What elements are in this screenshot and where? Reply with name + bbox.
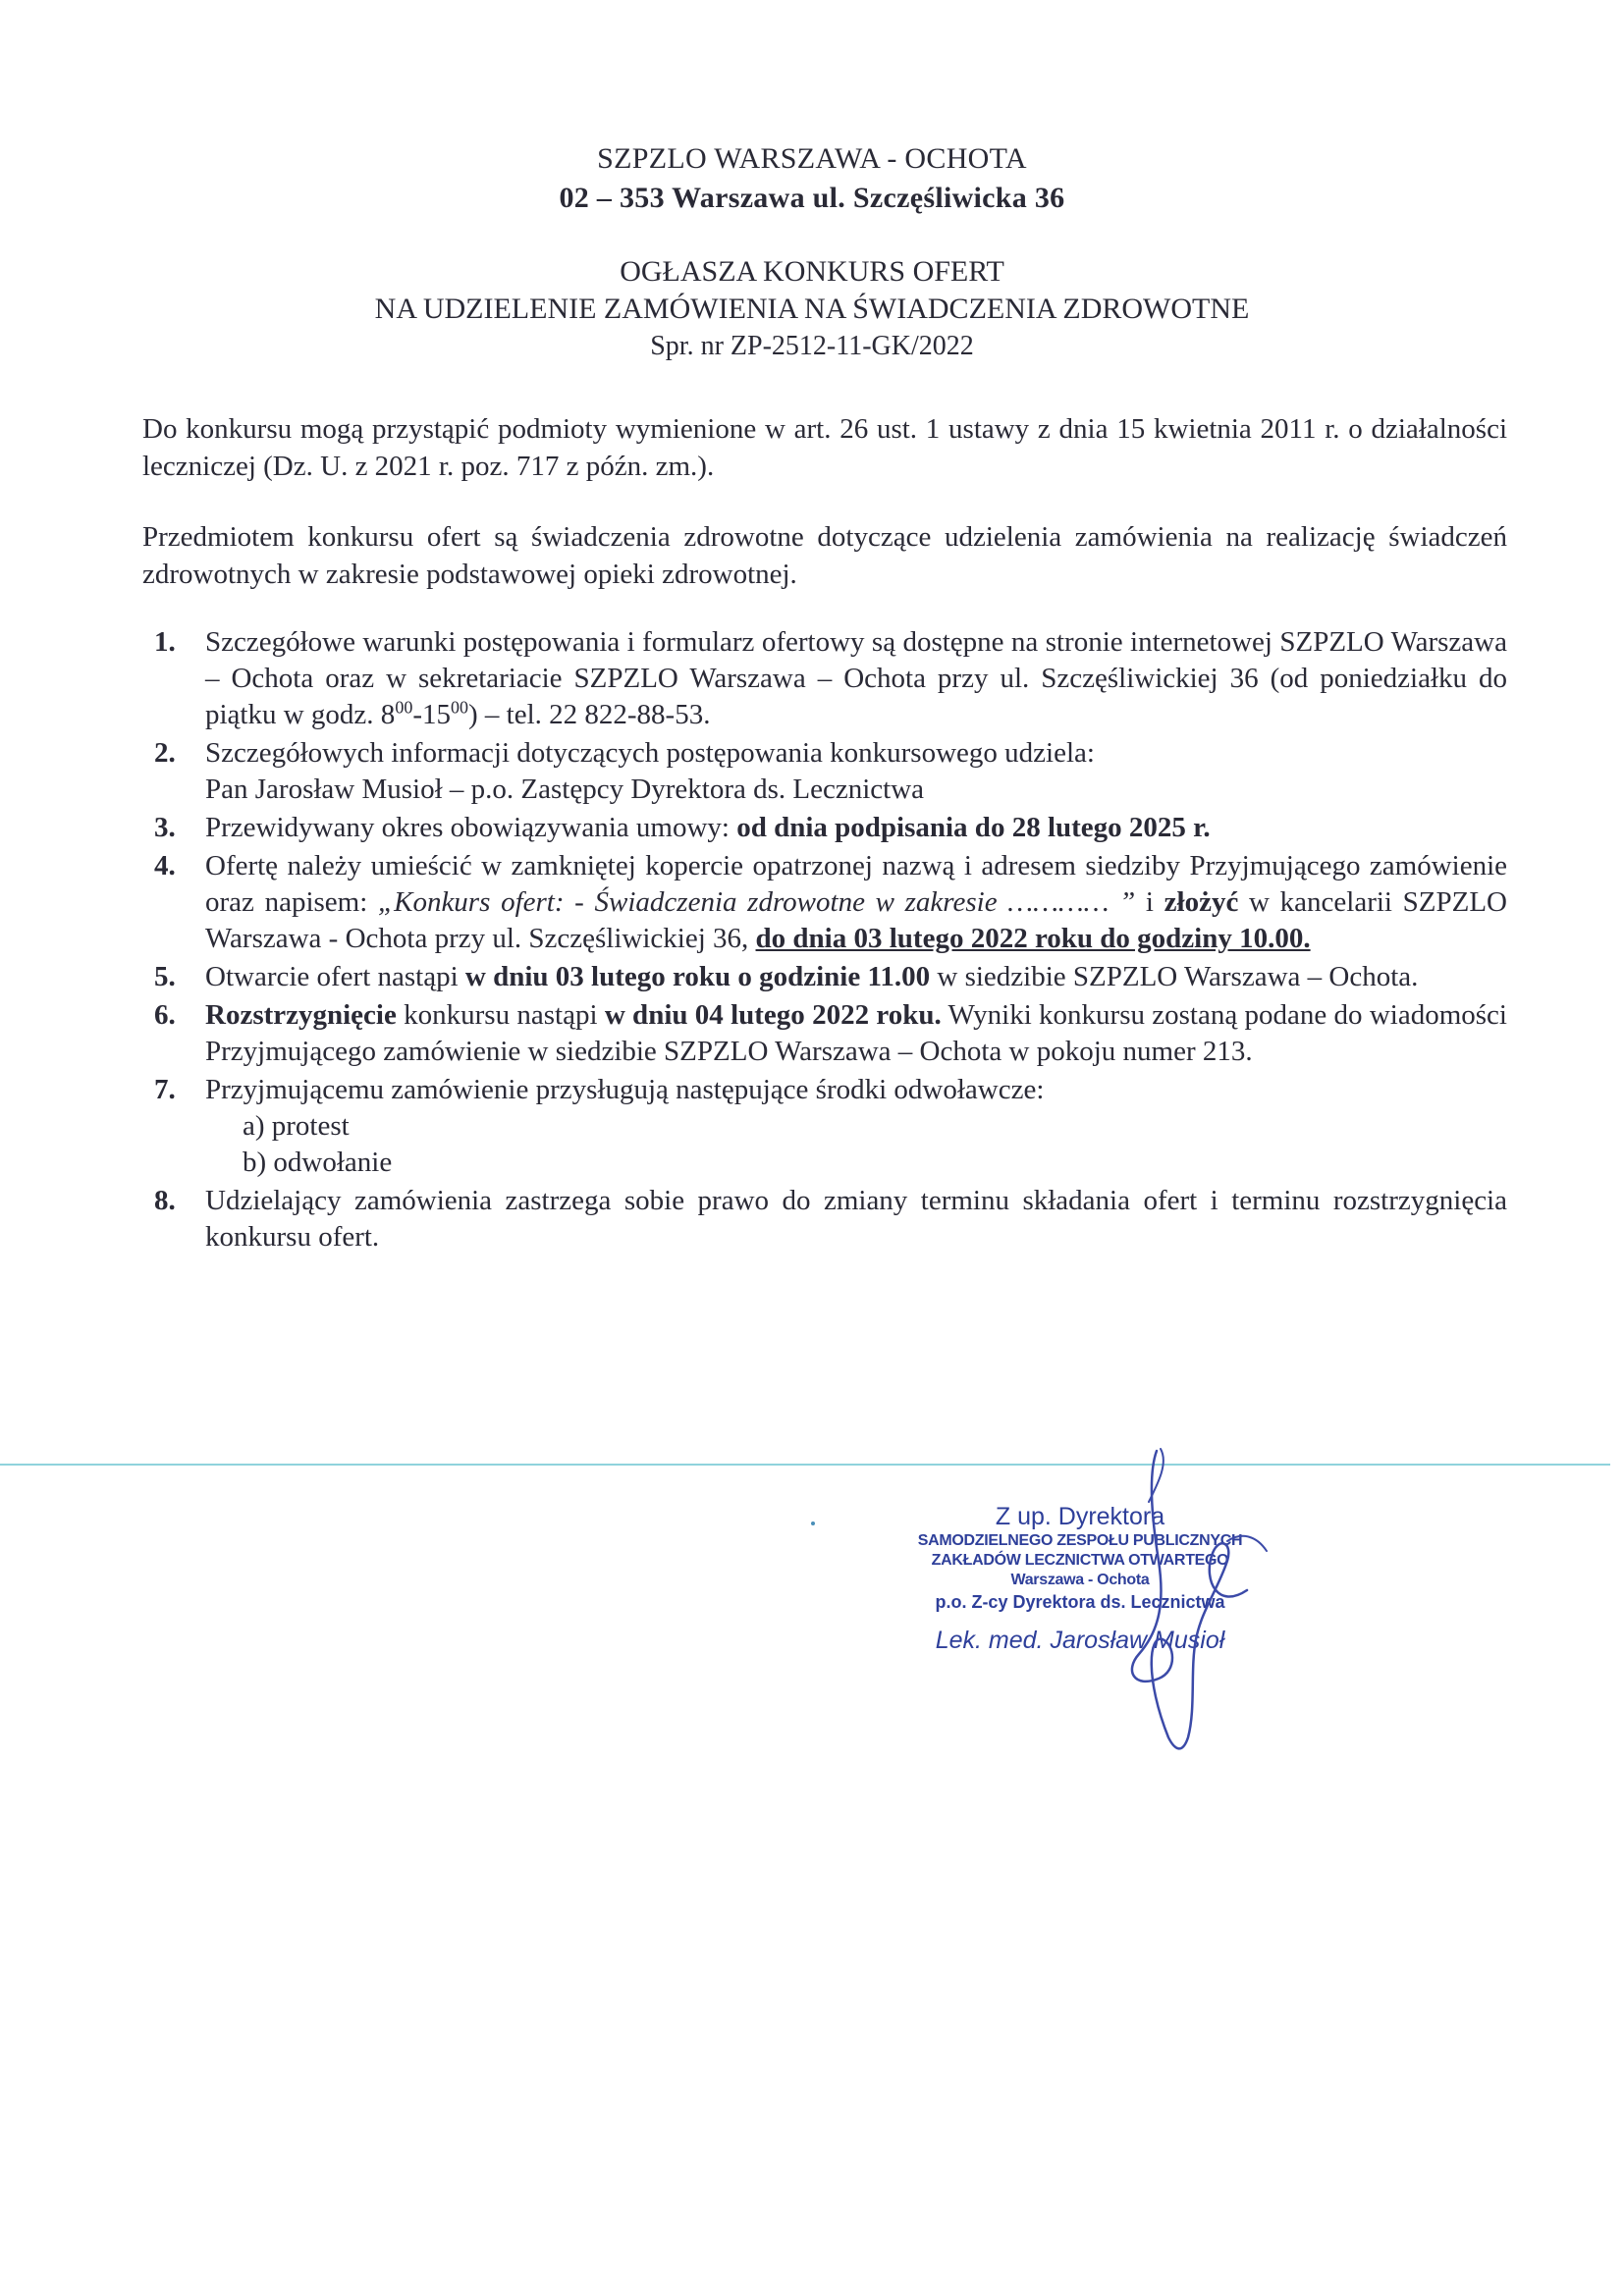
organization-header [0,139,1624,218]
remedy-protest: a) protest [243,1110,350,1142]
stamp-institution-line-2: ZAKŁADÓW LECZNICTWA OTWARTEGO [931,1552,1229,1569]
list-item: 8. Udzielający zamówienia zastrzega sobie prawo do zmiany terminu składania ofert i terminu rozstrzygnięcia konkursu ofert. [154,1185,1507,1253]
item-number: 3. [154,812,176,843]
list-item: 2. Szczegółowych informacji dotyczących postępowania konkursowego udziela: Pan Jarosław Musioł – p.o. Zastępcy Dyrektora ds. Lecznictwa [142,735,1507,808]
list-item: 6. Rozstrzygnięcie konkursu nastąpi w dniu 04 lutego 2022 roku. Wyniki konkursu zostaną podane do wiadomości Przyjmującego zamówienie w siedzibie SZPZLO Warszawa – Ochota w pokoju numer 213. [154,999,1507,1067]
title-line-1: OGŁASZA KONKURS OFERT [620,255,1004,288]
item-number: 4. [154,850,176,881]
case-reference: Spr. nr ZP-2512-11-GK/2022 [650,331,974,361]
list-item: 7. Przyjmującemu zamówienie przysługują następujące środki odwoławcze: a) protest b) odwołanie [142,1072,1507,1181]
list-item: 4. Ofertę należy umieścić w zamkniętej kopercie opatrzonej nazwą i adresem siedziby Przyjmującego zamówienie oraz napisem: „Konkurs ofert: - Świadczenia zdrowotne w zakresie ………… ” i złożyć w kancelarii SZPZLO Warszawa - Ochota przy ul. Szczęśliwickiej 36, do dnia 03 lutego 2022 roku do godziny 10.00. [154,850,1507,954]
stamp-authorization: Z up. Dyrektora [995,1503,1165,1530]
organization-name: SZPZLO WARSZAWA - OCHOTA [597,142,1027,175]
title-line-2: NA UDZIELENIE ZAMÓWIENIA NA ŚWIADCZENIA ZDROWOTNE [374,293,1250,325]
eligibility-paragraph: Do konkursu mogą przystąpić podmioty wymienione w art. 26 ust. 1 ustawy z dnia 15 kwietnia 2011 r. o działalności leczniczej (Dz. U. z 2021 r. poz. 717 z późn. zm.). [142,413,1507,482]
list-item: 5. Otwarcie ofert nastąpi w dniu 03 lutego roku o godzinie 11.00 w siedzibie SZPZLO Warszawa – Ochota. [142,959,1507,995]
stamp-position: p.o. Z-cy Dyrektora ds. Lecznictwa [935,1592,1225,1612]
list-item: 1. Szczegółowe warunki postępowania i formularz ofertowy są dostępne na stronie internetowej SZPZLO Warszawa – Ochota oraz w sekretariacie SZPZLO Warszawa – Ochota przy ul. Szczęśliwickiej 36 (od poniedziałku do piątku w godz. $8^{00}-15^{00}$) – tel. 22 822-88-53. [154,626,1507,730]
item-number: 5. [154,961,176,992]
stamp-location: Warszawa - Ochota [1010,1572,1150,1588]
stamp-signatory-name: Lek. med. Jarosław Musioł [935,1627,1225,1654]
stamp-institution-line-1: SAMODZIELNEGO ZESPOŁU PUBLICZNYCH [917,1532,1243,1549]
deadline: do dnia 03 lutego 2022 roku do godziny 10.00. [755,923,1311,954]
item-number: 8. [154,1185,176,1216]
list-item: 3. Przewidywany okres obowiązywania umowy: od dnia podpisania do 28 lutego 2025 r. [142,810,1507,846]
announcement-title [0,253,1624,365]
item-number: 6. [154,999,176,1031]
handwritten-signature [1080,1443,1276,1757]
item-number: 7. [154,1074,176,1105]
divider-line [0,1464,1610,1466]
contact-person: Pan Jarosław Musioł – p.o. Zastępcy Dyrektora ds. Lecznictwa [205,774,925,805]
item-number: 2. [154,737,176,769]
scan-speck [811,1522,815,1525]
item-number: 1. [154,626,176,658]
organization-address: 02 – 353 Warszawa ul. Szczęśliwicka 36 [559,182,1065,214]
remedy-appeal: b) odwołanie [243,1147,393,1178]
subject-paragraph: Przedmiotem konkursu ofert są świadczenia zdrowotne dotyczące udzielenia zamówienia na realizację świadczeń zdrowotnych w zakresie podstawowej opieki zdrowotnej. [142,521,1507,590]
conditions-list [142,624,1507,1257]
